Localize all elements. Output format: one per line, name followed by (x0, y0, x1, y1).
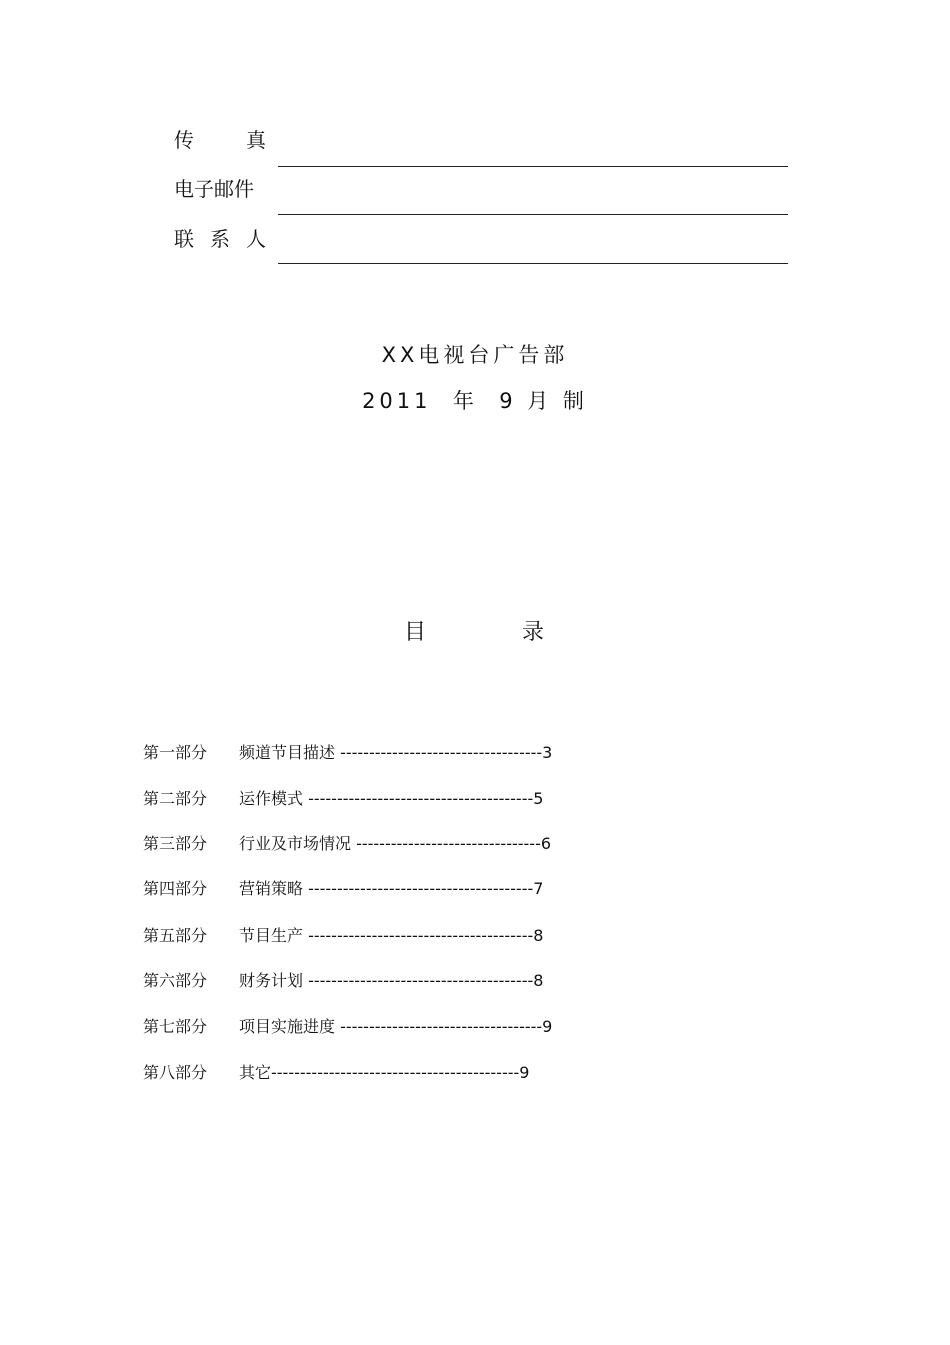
toc-entry-text: 行业及市场情况 --------------------------------6 (239, 834, 552, 853)
toc-part-label: 第四部分 (143, 879, 208, 898)
fax-label-char: 真 (246, 128, 266, 152)
issue-date: 2011 年 9 月 制 (362, 389, 588, 413)
toc-entry-text: 项目实施进度 -----------------------------------9 (239, 1017, 553, 1036)
contact-label-char: 人 (246, 227, 266, 251)
issuer-name: XX电视台广告部 (381, 343, 569, 367)
email-label (174, 177, 266, 201)
toc-part-label: 第三部分 (143, 834, 208, 853)
toc-part-label: 第六部分 (143, 971, 208, 990)
toc-entry-text: 运作模式 ---------------------------------------5 (239, 789, 544, 808)
toc-entry-text: 营销策略 ---------------------------------------7 (239, 879, 544, 898)
toc-part-label: 第七部分 (143, 1017, 208, 1036)
toc-entry-text: 频道节目描述 -----------------------------------3 (239, 743, 553, 762)
email-label-text: 电子邮件 (174, 177, 254, 201)
toc-part-label: 第二部分 (143, 789, 208, 808)
contact-person-label (174, 227, 266, 251)
toc-part-label: 第八部分 (143, 1063, 208, 1082)
toc-title-char: 录 (521, 620, 544, 645)
fax-label (174, 128, 266, 152)
contact-label-char: 联 (174, 227, 194, 251)
toc-entry-text: 其它-------------------------------------------9 (239, 1063, 530, 1082)
toc-title (404, 620, 544, 646)
email-line (278, 214, 788, 215)
fax-line (278, 166, 788, 167)
toc-title-char: 目 (404, 620, 427, 645)
toc-entry-text: 节目生产 ---------------------------------------8 (239, 926, 544, 945)
contact-person-line (278, 263, 788, 264)
toc-part-label: 第五部分 (143, 926, 208, 945)
fax-label-char: 传 (174, 128, 194, 152)
toc-entry-text: 财务计划 ---------------------------------------8 (239, 971, 544, 990)
toc-part-label: 第一部分 (143, 743, 208, 762)
contact-label-char: 系 (210, 227, 230, 251)
